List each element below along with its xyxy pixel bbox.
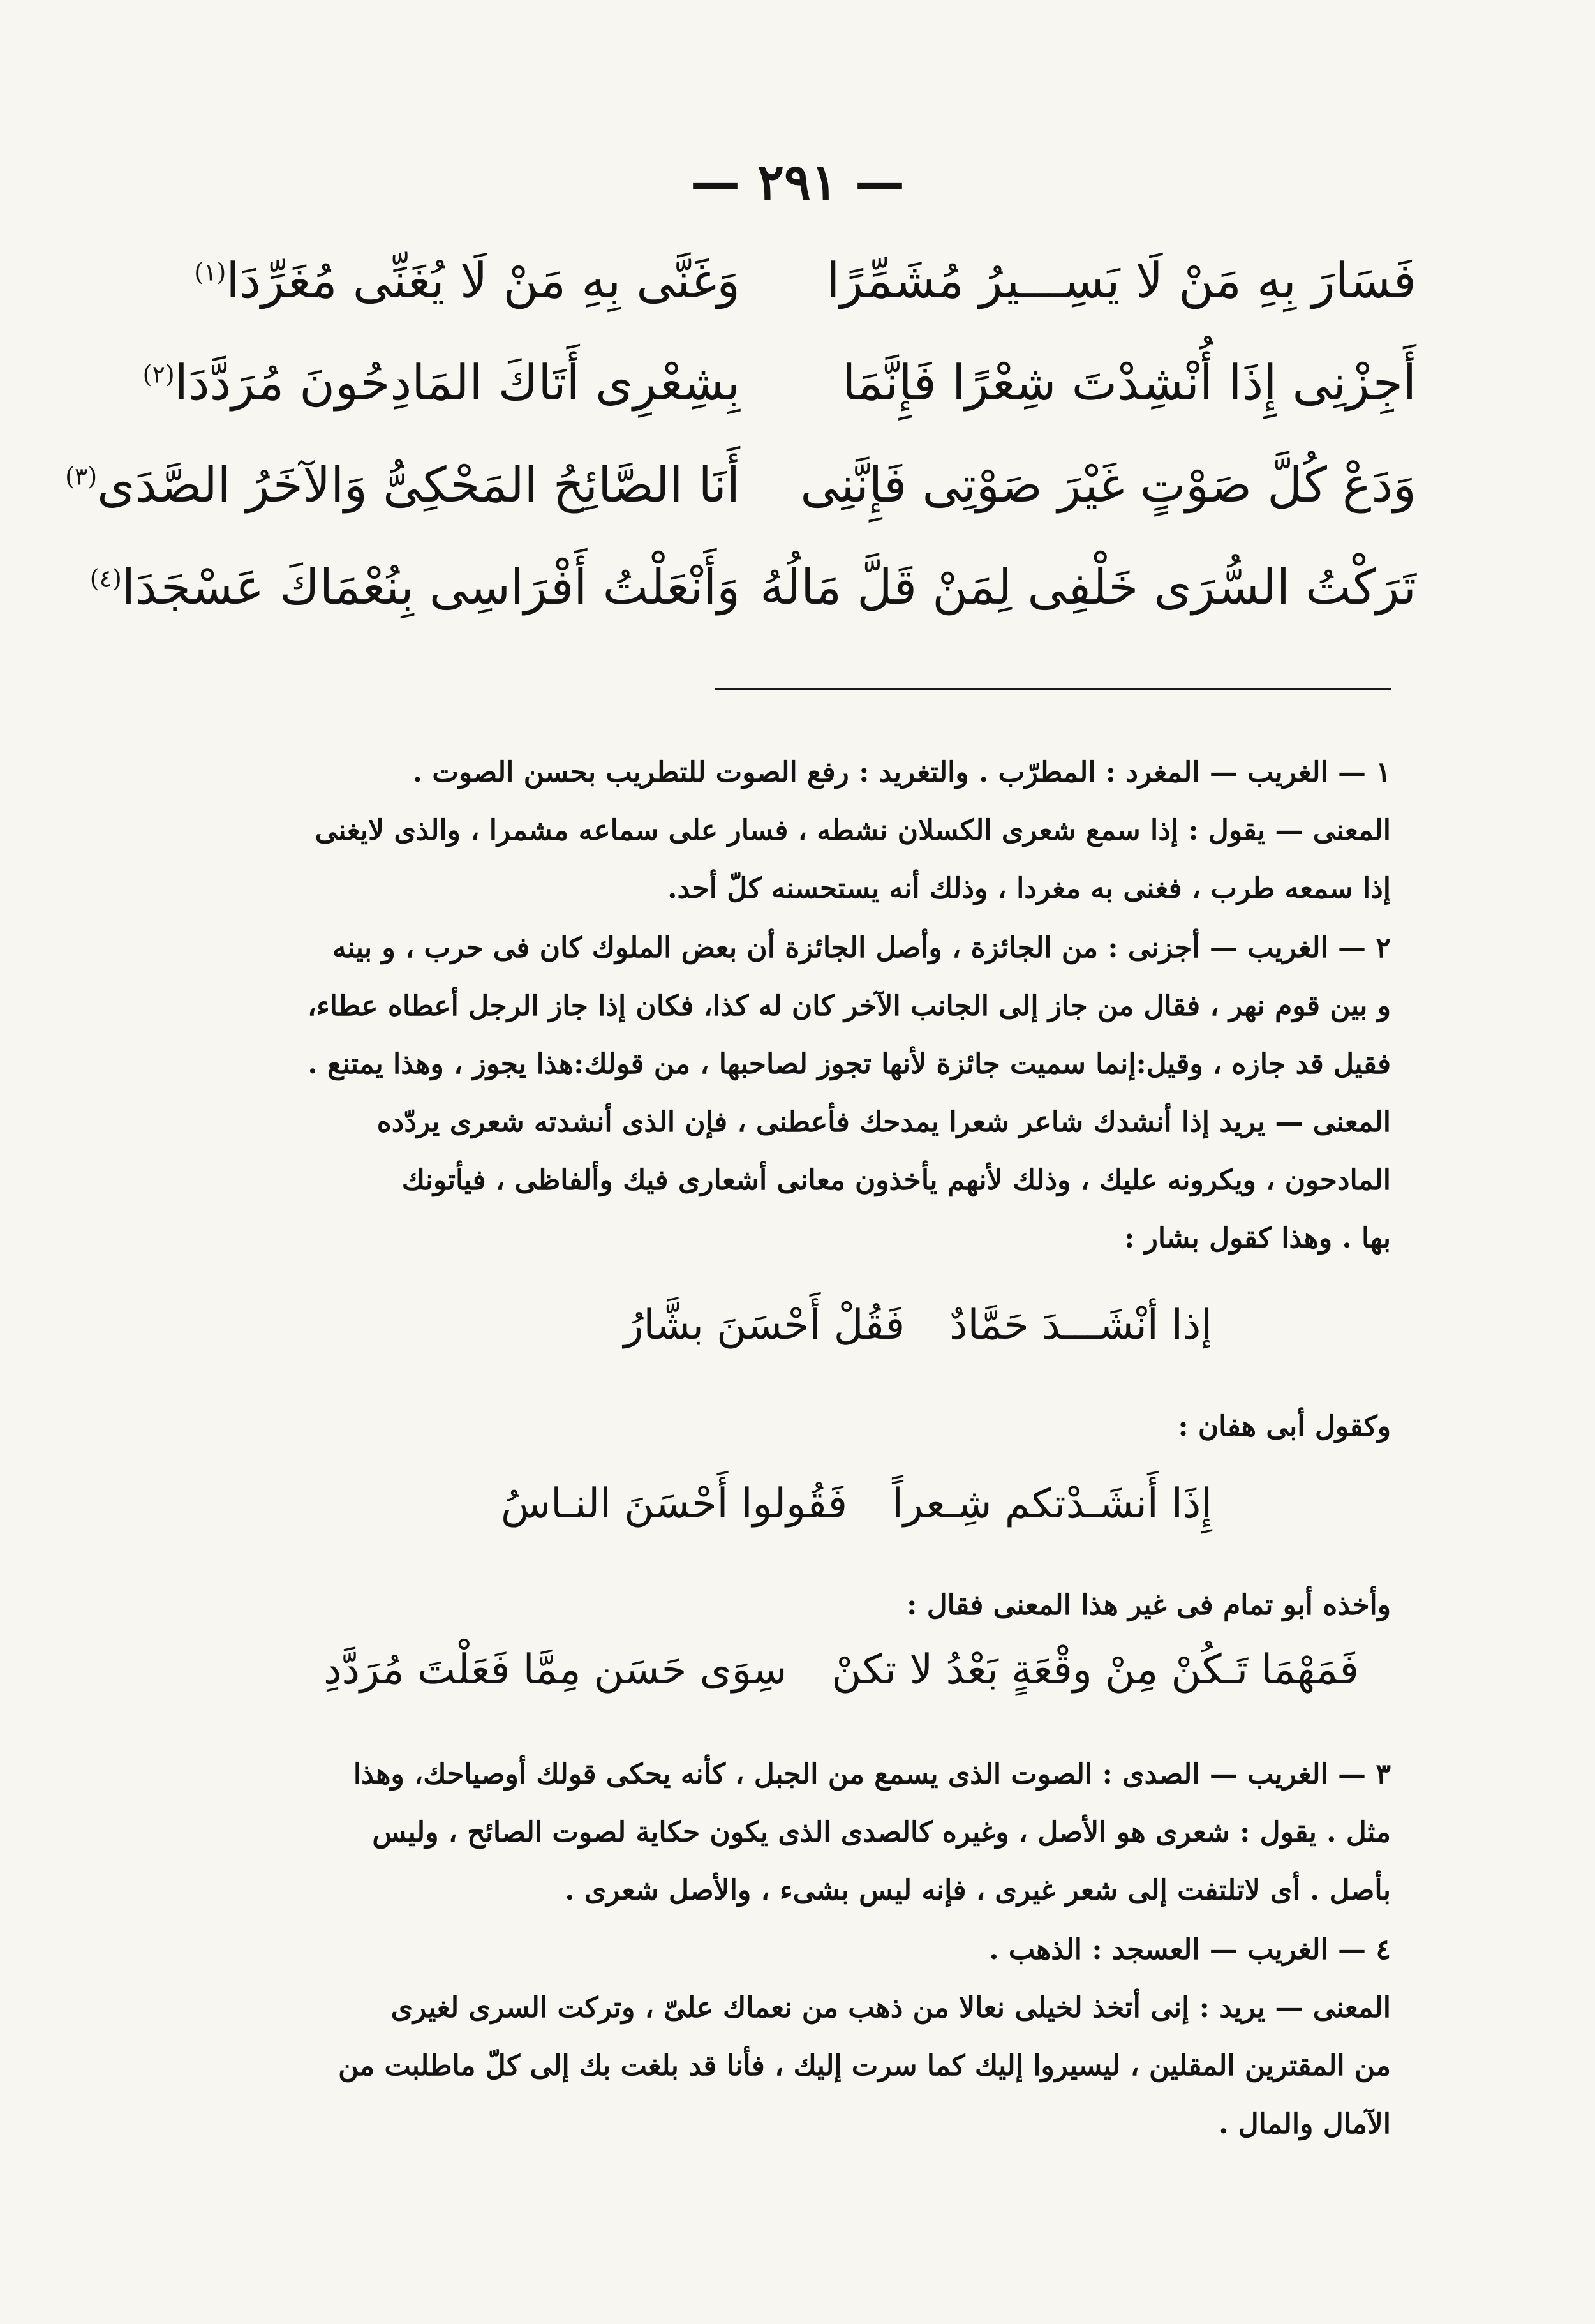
quoted-verse-abu-haffan [456, 1480, 1212, 1528]
note-2-line-1: ٢ — الغريب — أجزنى : من الجائزة ، وأصل الجائزة أن بعض الملوك كان فى حرب ، و بينه [332, 932, 1391, 964]
verse-line-3 [65, 456, 1416, 539]
note-4-line-3: من المقترين المقلين ، ليسيروا إليك كما سرت إليك ، فأنا قد بلغت بك إلى كلّ ماطلبت من [338, 2050, 1391, 2082]
footnote-marker: (٢) [142, 360, 175, 389]
verse-first-hemistich: تَرَكْتُ السُّرَى خَلْفِى لِمَنْ قَلَّ مَالُهُ [760, 558, 1416, 615]
separator-rule [715, 688, 1391, 690]
note-1-line-2: المعنى — يقول : إذا سمع شعرى الكسلان نشطه ، فسار على سماعه مشمرا ، والذى لايغنى [315, 814, 1391, 847]
note-3-line-3: بأصل . أى لاتلتفت إلى شعر غيرى ، فإنه ليس بشىء ، والأصل شعرى . [565, 1874, 1391, 1907]
verse-first-hemistich: فَسَارَ بِهِ مَنْ لَا يَسِـــيرُ مُشَمِّرًا [826, 252, 1416, 309]
quoted-verse-first-half: إِذَا أَنشَـدْتكم شِـعراً [892, 1480, 1212, 1528]
verse-line-4 [89, 558, 1416, 641]
footnote-marker: (٤) [89, 564, 122, 593]
footnote-marker: (١) [194, 258, 226, 287]
note-3-line-2: مثل . يقول : شعرى هو الأصل ، وغيره كالصدى الذى يكون حكاية لصوت الصائح ، وليس [372, 1816, 1391, 1849]
verse-second-hemistich: وَأَنْعَلْتُ أَفْرَاسِى بِنُعْمَاكَ عَسْجَدَا$^{(٤)}$ [89, 558, 740, 615]
verse-line-2 [142, 354, 1416, 437]
quoted-verse-first-half: إذا أنْشَـــدَ حَمَّادٌ [949, 1302, 1212, 1349]
note-2-line-2: و بين قوم نهر ، فقال من جاز إلى الجانب الآخر كان له كذا، فكان إذا جاز الرجل أعطاه عطاء، [307, 990, 1391, 1022]
verse-second-hemistich: بِشِعْرِى أَتَاكَ المَادِحُونَ مُرَدَّدَا$^{(٢)}$ [142, 354, 740, 411]
note-1-line-3: إذا سمعه طرب ، فغنى به مغردا ، وذلك أنه يستحسنه كلّ أحد. [667, 872, 1391, 905]
verse-first-hemistich: وَدَعْ كُلَّ صَوْتٍ غَيْرَ صَوْتِى فَإِنَّنِى [800, 456, 1416, 513]
note-2-line-3: فقيل قد جازه ، وقيل:إنما سميت جائزة لأنها تجوز لصاحبها ، من قولك:هذا يجوز ، وهذا يمتنع . [308, 1048, 1391, 1080]
quoted-verse-second-half: فَقُلْ أَحْسَنَ بشَّارُ [623, 1302, 905, 1349]
quoted-verse-bashar [579, 1302, 1212, 1349]
verse-line-1 [191, 252, 1416, 335]
note-2-line-5: المادحون ، ويكرونه عليك ، وذلك لأنهم يأخذون معانى أشعارى فيك وألفاظى ، فيأتونك [401, 1164, 1391, 1196]
footnote-marker: (٣) [65, 462, 98, 491]
note-2-line-4: المعنى — يريد إذا أنشدك شاعر شعرا يمدحك فأعطنى ، فإن الذى أنشدته شعرى يردّده [376, 1106, 1391, 1138]
note-4-line-4: الآمال والمال . [1219, 2108, 1391, 2140]
note-2-line-8: وأخذه أبو تمام فى غير هذا المعنى فقال : [907, 1589, 1391, 1621]
quoted-verse-first-half: فَمَهْمَا تَـكُنْ مِنْ وقْعَةٍ بَعْدُ لا تكنْ [831, 1646, 1359, 1694]
quoted-verse-second-half: فَقُولوا أَحْسَنَ النـاسُ [500, 1480, 848, 1528]
note-3-line-1: ٣ — الغريب — الصدى : الصوت الذى يسمع من الجبل ، كأنه يحكى قولك أوصياحك، وهذا [353, 1758, 1391, 1791]
note-4-line-2: المعنى — يريد : إنى أتخذ لخيلى نعالا من ذهب من نعماك علىّ ، وتركت السرى لغيرى [390, 1992, 1391, 2024]
verse-second-hemistich: وَغَنَّى بِهِ مَنْ لَا يُغَنِّى مُغَرِّدَا$^{(١)}$ [194, 252, 740, 309]
verse-first-hemistich: أَجِزْنِى إِذَا أُنْشِدْتَ شِعْرًا فَإِنَّمَا [842, 354, 1416, 411]
note-4-line-1: ٤ — الغريب — العسجد : الذهب . [989, 1933, 1391, 1966]
note-2-line-7: وكقول أبى هفان : [1178, 1410, 1391, 1443]
note-1-line-1: ١ — الغريب — المغرد : المطرّب . والتغريد : رفع الصوت للتطريب بحسن الصوت . [412, 756, 1391, 789]
quoted-verse-second-half: سِوَى حَسَن مِمَّا فَعَلْتَ مُرَدَّدِ [323, 1646, 787, 1694]
verse-second-hemistich: أَنَا الصَّائِحُ المَحْكِىُّ وَالآخَرُ الصَّدَى$^{(٣)}$ [65, 456, 740, 513]
quoted-verse-abu-tammam [279, 1646, 1359, 1694]
page-number: — ٢٩١ — [690, 153, 905, 211]
note-2-line-6: بها . وهذا كقول بشار : [1124, 1222, 1391, 1255]
